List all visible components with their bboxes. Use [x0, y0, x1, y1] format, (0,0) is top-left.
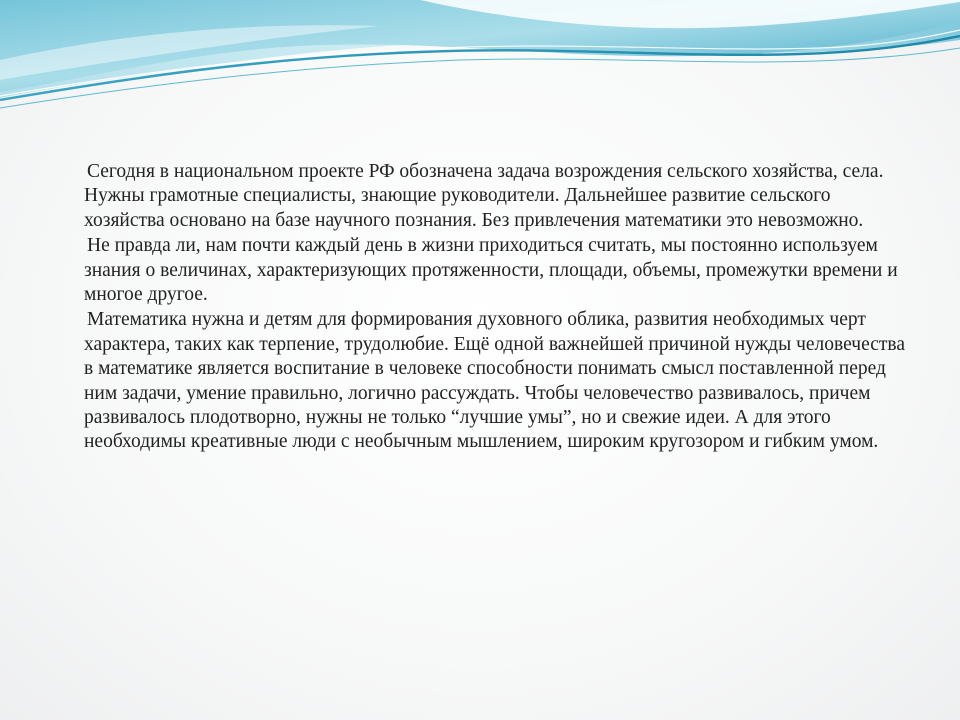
body-text-block — [84, 160, 910, 455]
paragraph-2: Не правда ли, нам почти каждый день в жизни приходиться считать, мы постоянно используем знания о величинах, характеризующих протяженности, площади, объемы, промежутки времени и многое другое. — [84, 235, 898, 306]
paragraph-1: Сегодня в национальном проекте РФ обозначена задача возрождения сельского хозяйства, села. Нужны грамотные специалисты, знающие руководители. Дальнейшее развитие сельского хозяйства основано на базе научного познания. Без привлечения математики это невозможно. — [84, 161, 884, 231]
wave-header-decoration — [0, 0, 960, 120]
paragraph-3: Математика нужна и детям для формирования духовного облика, развития необходимых черт характера, таких как терпение, трудолюбие. Ещё одной важнейшей причиной нужды человечества в математике является воспитание в человеке способности понимать смысл поставленной перед ним задачи, умение правильно, логично рассуждать. Чтобы человечество развивалось, причем развивалось плодотворно, нужны не только “лучшие умы”, но и свежие идеи. А для этого необходимы креативные люди с необычным мышлением, широким кругозором и гибким умом. — [84, 309, 906, 453]
